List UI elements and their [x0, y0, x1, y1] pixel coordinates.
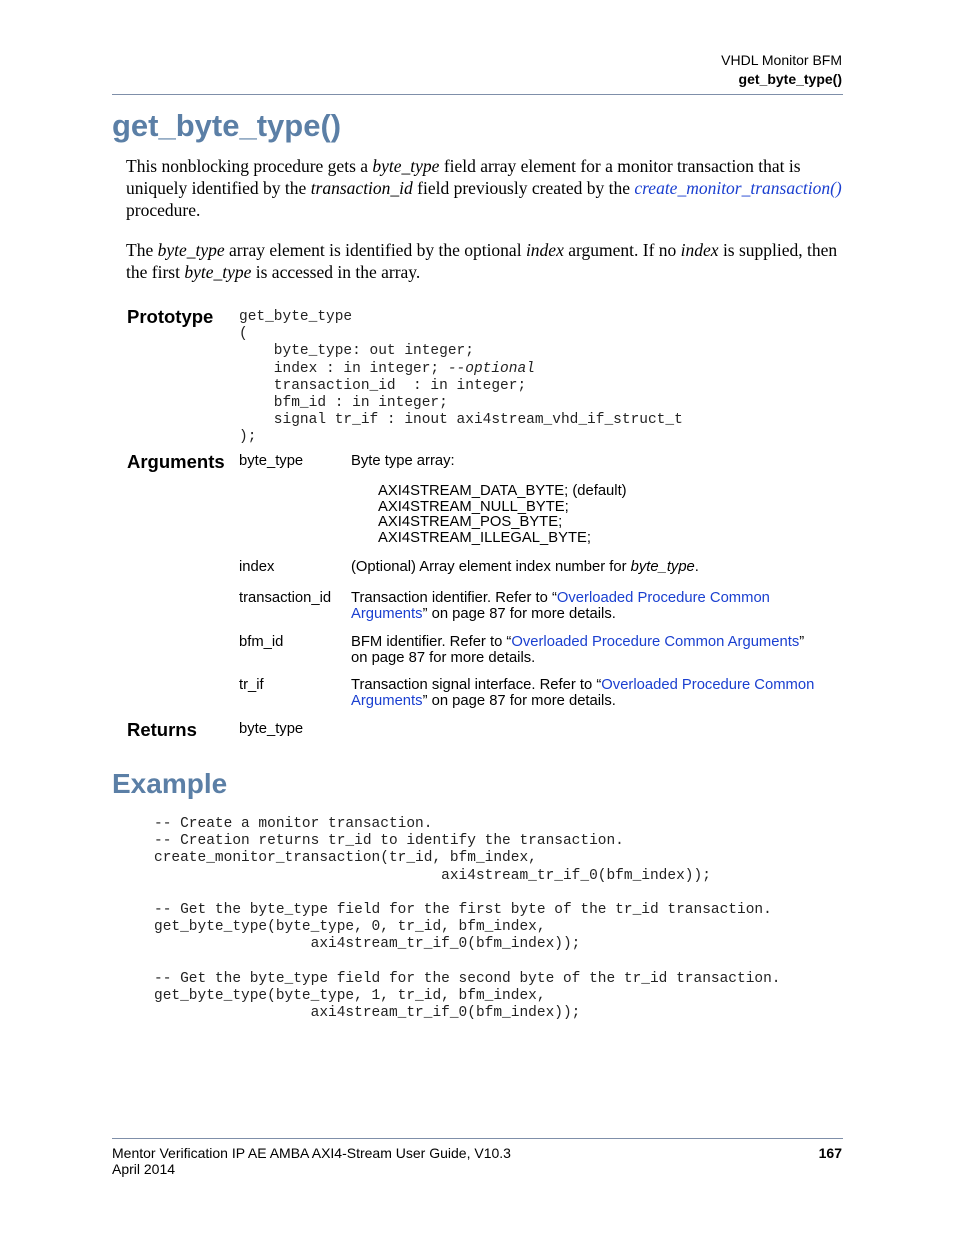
- page-number: 167: [818, 1145, 842, 1161]
- arg-name-index: index: [239, 559, 275, 575]
- arg-name-byte-type: byte_type: [239, 453, 304, 469]
- example-code: -- Create a monitor transaction. -- Creation returns tr_id to identify the transaction. create_monitor_transaction(tr_id, bfm_index, axi4stream_tr_if_0(bfm_index)); -- Get the byte_type field for the first byte of the tr_id transaction. get_byte_type(byte_type, 0, tr_id, bfm_index, axi4stream_tr_if_0(bfm_index)); -- Get the byte_type field for the second byte of the tr_id transaction. get_byte_type(byte_type, 1, tr_id, bfm_index, axi4stream_tr_if_0(bfm_index));: [154, 816, 781, 1022]
- arg-desc-tr-if: Transaction signal interface. Refer to “Overloaded Procedure Common Arguments” on page 87 for more details.: [351, 677, 815, 709]
- overloaded-args-link[interactable]: Overloaded Procedure Common: [601, 677, 815, 693]
- byte-type-value: AXI4STREAM_DATA_BYTE; (default): [378, 483, 627, 499]
- running-header-chapter: VHDL Monitor BFM: [721, 52, 842, 68]
- overloaded-args-link[interactable]: Overloaded Procedure Common Arguments: [511, 634, 800, 650]
- footer-date: April 2014: [112, 1161, 176, 1177]
- arg-name-transaction-id: transaction_id: [239, 590, 332, 606]
- arg-desc-bfm-id: BFM identifier. Refer to “Overloaded Procedure Common Arguments” on page 87 for more details.: [351, 634, 805, 666]
- byte-type-value: AXI4STREAM_ILLEGAL_BYTE;: [378, 529, 592, 546]
- prototype-code: get_byte_type ( byte_type: out integer; index : in integer; --optional transaction_id : in integer; bfm_id : in integer; signal tr_if : inout axi4stream_vhd_if_struct_t );: [239, 309, 683, 446]
- running-header-section: get_byte_type(): [738, 71, 842, 87]
- byte-type-values: [378, 484, 627, 546]
- arguments-label: Arguments: [127, 451, 225, 472]
- page-title: get_byte_type(): [112, 108, 342, 143]
- returns-label: Returns: [127, 719, 197, 740]
- arg-desc-index: (Optional) Array element index number for byte_type.: [351, 559, 699, 575]
- returns-value: byte_type: [239, 721, 304, 737]
- example-heading: Example: [112, 768, 228, 799]
- overloaded-args-link[interactable]: Arguments: [351, 693, 423, 709]
- arg-desc-byte-type: Byte type array:: [351, 453, 455, 469]
- byte-type-value: AXI4STREAM_NULL_BYTE;: [378, 498, 569, 515]
- footer-doc-title: Mentor Verification IP AE AMBA AXI4-Stream User Guide, V10.3: [112, 1145, 511, 1161]
- intro-paragraph-1: This nonblocking procedure gets a byte_type field array element for a monitor transaction that is uniquely identified by the transaction_id field previously created by the create_monitor_transaction() procedure.: [126, 156, 842, 220]
- overloaded-args-link[interactable]: Arguments: [351, 606, 423, 622]
- overloaded-args-link[interactable]: Overloaded Procedure Common: [556, 590, 770, 606]
- arg-name-bfm-id: bfm_id: [239, 634, 284, 650]
- intro-paragraph-2: The byte_type array element is identified by the optional index argument. If no index is supplied, then the first byte_type is accessed in the array.: [126, 240, 838, 282]
- arg-desc-transaction-id: Transaction identifier. Refer to “Overloaded Procedure Common Arguments” on page 87 for more details.: [351, 590, 770, 622]
- prototype-label: Prototype: [127, 306, 214, 327]
- arg-name-tr-if: tr_if: [239, 677, 264, 693]
- header-rule: [112, 94, 843, 95]
- footer-rule: [112, 1138, 843, 1139]
- create-monitor-transaction-link[interactable]: create_monitor_transaction(): [634, 178, 842, 198]
- byte-type-value: AXI4STREAM_POS_BYTE;: [378, 514, 563, 530]
